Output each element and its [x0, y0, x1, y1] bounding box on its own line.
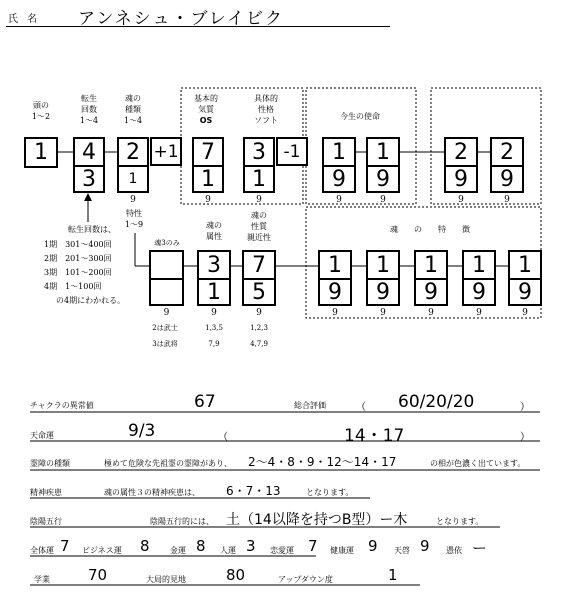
- kinun-label: 金運: [170, 546, 186, 555]
- soul-nature-label: 魂の 性質 親近性: [247, 211, 271, 242]
- mission-4-top: 2: [492, 139, 522, 167]
- reishou-post: の相が色濃く出ています。: [430, 459, 526, 468]
- mission-2-nine: 9: [380, 195, 386, 205]
- seishin-label: 精神疾患: [30, 488, 62, 497]
- feature-1-top: 1: [320, 252, 350, 280]
- jinun-value: 3: [246, 537, 256, 555]
- reincarnation-label: 転生 回数 1〜4: [79, 94, 99, 125]
- tenmei-value-2: 14・17: [344, 426, 405, 446]
- zentai-value: 7: [60, 537, 70, 555]
- soul3only-nine: 9: [163, 308, 170, 318]
- feature-5-top: 1: [510, 252, 540, 280]
- soul-attribute-top: 3: [199, 252, 229, 280]
- mission-box-3: [444, 137, 478, 193]
- reinc-note-title: 転生回数は、: [68, 225, 116, 234]
- chakra-label: チャクラの異常値: [30, 401, 94, 410]
- feature-1-nine: 9: [332, 308, 338, 318]
- feature-box-5: [508, 250, 542, 306]
- tenmei-paren-close: ）: [520, 432, 530, 443]
- reishou-pre: 極めて危険な先祖霊の霊障があり、: [104, 459, 232, 468]
- feature-box-3: [414, 250, 448, 306]
- hyoui-value: ー: [472, 539, 488, 557]
- basic-temper-bottom: 1: [201, 166, 215, 192]
- inyou-pre: 陰陽五行的には、: [150, 517, 214, 526]
- mission-4-nine: 9: [504, 195, 510, 205]
- soul3only-box: [149, 250, 184, 306]
- soul-nature-bottom: 5: [252, 279, 266, 305]
- mission-1-bottom: 9: [332, 166, 346, 192]
- seishin-post: となります。: [306, 488, 354, 497]
- soul-attribute-label: 魂の 属性: [206, 221, 222, 241]
- soul-attribute-box: [197, 250, 231, 306]
- tenkei-value: 9: [420, 537, 430, 555]
- tenmei-label: 天命運: [30, 431, 54, 440]
- feature-box-1: [318, 250, 352, 306]
- note-general: 3は武将: [152, 340, 178, 348]
- reincarnation-box: [73, 137, 105, 193]
- chakra-value: 67: [194, 392, 216, 412]
- feature-box-2: [366, 250, 400, 306]
- basic-temper-top: 7: [194, 139, 222, 167]
- soul-type-bottom: 1: [128, 171, 138, 187]
- note-attr-1: 1,3,5: [205, 324, 223, 332]
- reincarnation-bottom: 3: [82, 166, 96, 192]
- feature-2-bottom: 9: [376, 279, 390, 305]
- feature-box-4: [462, 250, 496, 306]
- total-label: 総合評価: [294, 401, 326, 410]
- renai-value: 7: [308, 537, 318, 555]
- mission-box-4: [490, 137, 524, 193]
- mission-box-2: [366, 137, 400, 193]
- soul-type-box: [117, 137, 149, 193]
- mission-label: 今生の使命: [340, 112, 380, 121]
- taikyoku-label: 大局的見地: [146, 575, 186, 584]
- soul-nature-nine: 9: [256, 308, 262, 318]
- mission-4-bottom: 9: [500, 166, 514, 192]
- jinun-label: 人運: [220, 546, 236, 555]
- gakugyou-label: 学業: [34, 575, 50, 584]
- seishin-nums: 6・7・13: [226, 484, 281, 498]
- minus-value: -1: [283, 141, 301, 162]
- soul-nature-box: [242, 250, 276, 306]
- soul-type-nine: 9: [130, 195, 136, 205]
- feature-4-nine: 9: [476, 308, 482, 318]
- plus-box: [150, 137, 182, 166]
- feature-4-bottom: 9: [472, 279, 486, 305]
- feature-2-nine: 9: [380, 308, 386, 318]
- mission-3-nine: 9: [458, 195, 464, 205]
- tenmei-value: 9/3: [128, 421, 156, 441]
- soul-attribute-nine: 9: [211, 308, 217, 318]
- concrete-personality-box: [243, 137, 275, 193]
- head-label: 頭の 1〜2: [31, 101, 51, 121]
- feature-5-bottom: 9: [518, 279, 532, 305]
- soul-nature-top: 7: [244, 252, 274, 280]
- total-value: 60/20/20: [398, 392, 475, 412]
- updown-label: アップダウン度: [278, 575, 333, 584]
- updown-value: 1: [388, 566, 398, 584]
- total-paren-close: ）: [520, 402, 530, 413]
- reinc-note-4: 4期 1〜100回: [44, 282, 102, 291]
- name-label: 氏 名: [8, 14, 41, 25]
- reinc-note-1: 1期 301〜400回: [44, 240, 112, 249]
- soul-type-label: 魂の 種類 1〜4: [123, 94, 143, 125]
- trait-label: 特性 1〜9: [124, 209, 144, 229]
- reishou-nums: 2〜4・8・9・12〜14・17: [248, 455, 397, 469]
- reishou-label: 霊障の種類: [30, 459, 70, 468]
- kenkou-value: 9: [368, 537, 378, 555]
- reinc-note-3: 3期 101〜200回: [44, 268, 112, 277]
- mission-1-top: 1: [324, 139, 354, 167]
- business-value: 8: [140, 537, 150, 555]
- concrete-personality-label: 具体的 性格 ソフト: [254, 94, 278, 125]
- tenmei-paren-open: （: [218, 432, 228, 443]
- soul3only-label: 魂3のみ: [154, 239, 180, 247]
- inyou-main: 土（14以降を持つB型）ー木: [226, 512, 408, 528]
- zentai-label: 全体運: [30, 546, 54, 555]
- feature-2-top: 1: [368, 252, 398, 280]
- concrete-personality-top: 3: [245, 139, 273, 167]
- soul-attribute-bottom: 1: [207, 279, 221, 305]
- reinc-note-5: の4期にわかれる。: [56, 296, 126, 305]
- reinc-note-2: 2期 201〜300回: [44, 254, 112, 263]
- mission-3-bottom: 9: [454, 166, 468, 192]
- concrete-personality-bottom: 1: [252, 166, 266, 192]
- gakugyou-value: 70: [88, 566, 108, 584]
- mission-3-top: 2: [446, 139, 476, 167]
- os-label: OS: [199, 116, 213, 125]
- note-samurai: 2は武士: [152, 324, 178, 332]
- soul3only-divider: [151, 252, 182, 280]
- mission-box-1: [322, 137, 356, 193]
- plus-value: +1: [153, 141, 179, 162]
- soul-type-top: 2: [119, 139, 147, 167]
- person-name: アンネシュ・ブレイビク: [78, 9, 284, 29]
- note-attr-2: 7,9: [208, 340, 220, 348]
- head-value: 1: [34, 140, 48, 165]
- feature-5-nine: 9: [522, 308, 528, 318]
- feature-3-bottom: 9: [424, 279, 438, 305]
- feature-3-nine: 9: [428, 308, 434, 318]
- hyoui-label: 憑依: [446, 546, 462, 555]
- renai-label: 恋愛運: [270, 546, 294, 555]
- kenkou-label: 健康運: [330, 546, 354, 555]
- feature-4-top: 1: [464, 252, 494, 280]
- seishin-pre: 魂の属性３の精神疾患は、: [104, 488, 200, 497]
- note-nature-1: 1,2,3: [250, 324, 268, 332]
- taikyoku-value: 80: [226, 566, 246, 584]
- reincarnation-top: 4: [75, 139, 103, 167]
- basic-temper-nine: 9: [205, 195, 211, 205]
- basic-temper-box: [192, 137, 224, 193]
- minus-box: [276, 137, 308, 166]
- mission-2-bottom: 9: [376, 166, 390, 192]
- head-box: [24, 137, 58, 168]
- kinun-value: 8: [196, 537, 206, 555]
- mission-1-nine: 9: [336, 195, 342, 205]
- soul-features-label: 魂 の 特 徴: [390, 225, 470, 234]
- concrete-nine: 9: [256, 195, 262, 205]
- feature-3-top: 1: [416, 252, 446, 280]
- business-label: ビジネス運: [82, 546, 122, 555]
- inyou-post: となります。: [436, 517, 484, 526]
- note-nature-2: 4,7,9: [250, 340, 268, 348]
- inyou-label: 陰陽五行: [30, 517, 62, 526]
- basic-temper-label: 基本的 気質: [194, 94, 218, 114]
- feature-1-bottom: 9: [328, 279, 342, 305]
- mission-2-top: 1: [368, 139, 398, 167]
- tenkei-label: 天啓: [394, 546, 410, 555]
- total-paren-open: （: [356, 402, 366, 413]
